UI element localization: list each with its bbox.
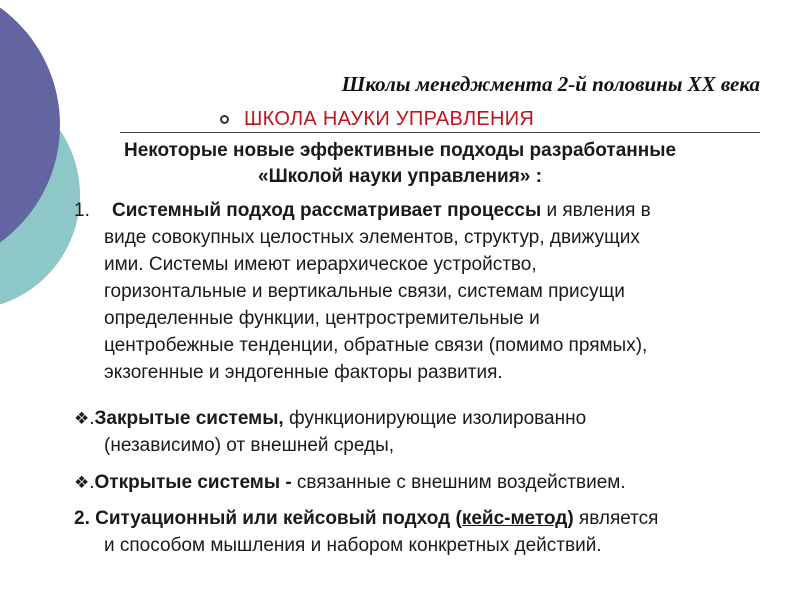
closed-systems-bold: Закрытые системы, [94,408,284,429]
slide-title: Школы менеджмента 2-й половины XX века [341,72,760,96]
bullet-prefix: . [89,408,95,429]
list-item-situational-approach [74,505,764,559]
list-item-closed-systems [74,405,764,459]
item-line-7: экзогенные и эндогенные факторы развития. [104,362,503,383]
situational-bold: 2. Ситуационный или кейсовый подход ( [74,508,462,529]
open-systems-rest: связанные с внешним воздействием. [291,472,626,493]
situational-bold-close: ) [567,508,574,529]
item-line-6: центробежные тенденции, обратные связи (помимо прямых), [104,335,648,356]
item-text-rest: и явления в [541,200,651,221]
circle-bullet-icon [220,115,229,124]
open-systems-bold: Открытые системы - [94,472,292,493]
intro-line-1: Некоторые новые эффективные подходы разработанные [123,140,677,161]
item-line-2: виде совокупных целостных элементов, структур, движущих [104,227,640,248]
situational-line-2: и способом мышления и набором конкретных действий. [104,535,602,556]
intro-line-2: «Школой науки управления» : [258,166,542,187]
item-bold-text: Системный подход рассматривает процессы [112,200,542,221]
intro-text [110,138,690,190]
closed-systems-line-2: (независимо) от внешней среды, [104,435,395,456]
diamond-bullet-icon: ❖ [74,409,90,428]
subtitle-row [220,106,534,132]
slide-subtitle: ШКОЛА НАУКИ УПРАВЛЕНИЯ [244,107,535,130]
item-line-5: определенные функции, центростремительные и [104,308,540,329]
situational-rest: является [573,508,659,529]
list-item-open-systems [74,469,764,496]
closed-systems-rest: функционирующие изолированно [283,408,587,429]
bullet-prefix: . [89,472,95,493]
case-method-underlined: кейс-метод [461,508,568,529]
item-text [104,197,764,386]
item-line-4: горизонтальные и вертикальные связи, системам присущи [104,281,625,302]
item-line-3: ими. Системы имеют иерархическое устройство, [104,254,537,275]
item-number: 1. [74,200,90,221]
title-divider [120,132,760,133]
diamond-bullet-icon: ❖ [74,473,90,492]
